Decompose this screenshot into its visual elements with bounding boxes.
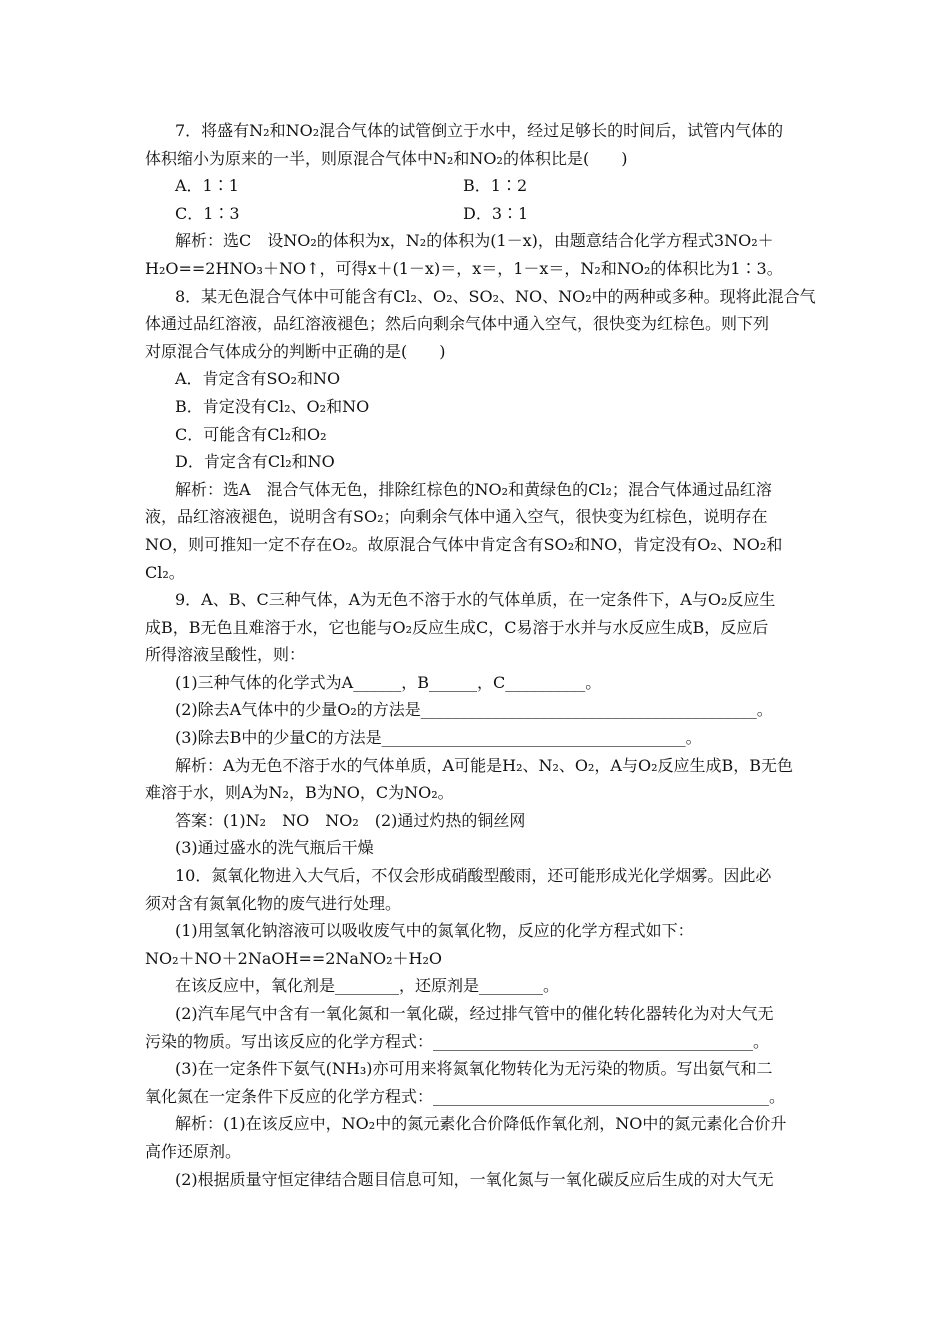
- q7-stem-line-1: 7．将盛有N₂和NO₂混合气体的试管倒立于水中，经过足够长的时间后，试管内气体的: [175, 121, 784, 140]
- q9-subquestion-3: (3)除去B中的少量C的方法是______________________________________。: [175, 728, 702, 748]
- q7-options-row-2: [145, 200, 810, 228]
- q7-analysis-line-2: H₂O==2HNO₃＋NO↑，可得x＋(1－x)＝，x＝，1－x＝，N₂和NO₂的体积比为1∶3。: [145, 258, 783, 278]
- q9-subquestion-2: (2)除去A气体中的少量O₂的方法是__________________________________________。: [175, 700, 773, 720]
- q7-option-b: B．1∶2: [463, 176, 528, 196]
- q7-option-a: A．1∶1: [175, 176, 239, 196]
- q10-equation: NO₂＋NO＋2NaOH==2NaNO₂＋H₂O: [145, 948, 442, 968]
- q10-subquestion-1: (1)用氢氧化钠溶液可以吸收废气中的氮氧化物，反应的化学方程式如下：: [175, 921, 694, 941]
- q8-stem-line-2: 体通过品红溶液，品红溶液褪色；然后向剩余气体中通入空气，很快变为红棕色。则下列: [145, 314, 770, 334]
- q8-analysis-line-4: Cl₂。: [145, 562, 185, 582]
- q9-subquestion-1: (1)三种气体的化学式为A______，B______，C__________。: [175, 672, 602, 692]
- q10-subquestion-3-line-1: (3)在一定条件下氨气(NH₃)亦可用来将氮氧化物转化为无污染的物质。写出氨气和二: [175, 1059, 773, 1079]
- q9-analysis-line-1: 解析：A为无色不溶于水的气体单质，A可能是H₂、N₂、O₂，A与O₂反应生成B，B无色: [175, 755, 794, 775]
- q10-stem-line-2: 须对含有氮氧化物的废气进行处理。: [145, 893, 402, 913]
- q10-analysis-line-2: 高作还原剂。: [145, 1141, 242, 1161]
- q9-analysis-line-2: 难溶于水，则A为N₂，B为NO，C为NO₂。: [145, 783, 454, 803]
- q7-stem-line-2: 体积缩小为原来的一半，则原混合气体中N₂和NO₂的体积比是( ): [145, 148, 628, 168]
- q8-stem-line-1: 8．某无色混合气体中可能含有Cl₂、O₂、SO₂、NO、NO₂中的两种或多种。现将此混合气: [175, 286, 816, 306]
- q9-stem-line-2: 成B，B无色且难溶于水，它也能与O₂反应生成C，C易溶于水并与水反应生成B，反应后: [145, 617, 769, 637]
- q7-options-row-1: [145, 172, 810, 200]
- q9-stem-line-3: 所得溶液呈酸性，则：: [145, 645, 306, 665]
- q8-option-b: B．肯定没有Cl₂、O₂和NO: [175, 396, 370, 416]
- q10-analysis-line-3: (2)根据质量守恒定律结合题目信息可知，一氧化氮与一氧化碳反应后生成的对大气无: [175, 1169, 774, 1189]
- question-10: [145, 862, 810, 1193]
- q10-analysis-line-1: 解析：(1)在该反应中，NO₂中的氮元素化合价降低作氧化剂，NO中的氮元素化合价升: [175, 1114, 787, 1134]
- q9-answer-line-2: (3)通过盛水的洗气瓶后干燥: [175, 838, 374, 858]
- q8-option-d: D．肯定含有Cl₂和NO: [175, 452, 335, 472]
- question-8: [145, 283, 816, 587]
- q7-option-d: D．3∶1: [463, 203, 529, 223]
- q10-stem-line-1: 10．氮氧化物进入大气后，不仅会形成硝酸型酸雨，还可能形成光化学烟雾。因此必: [175, 866, 772, 886]
- q10-subquestion-2-line-2: 污染的物质。写出该反应的化学方程式：________________________________________。: [145, 1031, 770, 1051]
- q7-analysis-line-1: 解析：选C 设NO₂的体积为x，N₂的体积为(1－x)，由题意结合化学方程式3NO₂＋: [175, 231, 774, 251]
- q9-answer-line-1: 答案：(1)N₂ NO NO₂ (2)通过灼热的铜丝网: [175, 810, 526, 830]
- q8-option-c: C．可能含有Cl₂和O₂: [175, 424, 327, 444]
- q10-subquestion-3-line-2: 氧化氮在一定条件下反应的化学方程式：__________________________________________。: [145, 1086, 786, 1106]
- q10-subquestion-1-blanks: 在该反应中，氧化剂是________，还原剂是________。: [175, 976, 560, 996]
- question-9: [145, 586, 810, 862]
- q8-analysis-line-2: 液，品红溶液褪色，说明含有SO₂；向剩余气体中通入空气，很快变为红棕色，说明存在: [145, 507, 768, 527]
- q8-stem-line-3: 对原混合气体成分的判断中正确的是( ): [145, 341, 446, 361]
- q8-option-a: A．肯定含有SO₂和NO: [175, 369, 341, 389]
- q9-stem-line-1: 9．A、B、C三种气体，A为无色不溶于水的气体单质，在一定条件下，A与O₂反应生: [175, 590, 776, 610]
- q7-option-c: C．1∶3: [175, 203, 240, 223]
- q8-analysis-line-1: 解析：选A 混合气体无色，排除红棕色的NO₂和黄绿色的Cl₂；混合气体通过品红溶: [175, 479, 772, 499]
- question-7: [145, 117, 810, 283]
- q8-analysis-line-3: NO，则可推知一定不存在O₂。故原混合气体中肯定含有SO₂和NO，肯定没有O₂、NO₂和: [145, 534, 783, 554]
- q10-subquestion-2-line-1: (2)汽车尾气中含有一氧化氮和一氧化碳，经过排气管中的催化转化器转化为对大气无: [175, 1004, 774, 1023]
- document-body: [145, 117, 816, 1193]
